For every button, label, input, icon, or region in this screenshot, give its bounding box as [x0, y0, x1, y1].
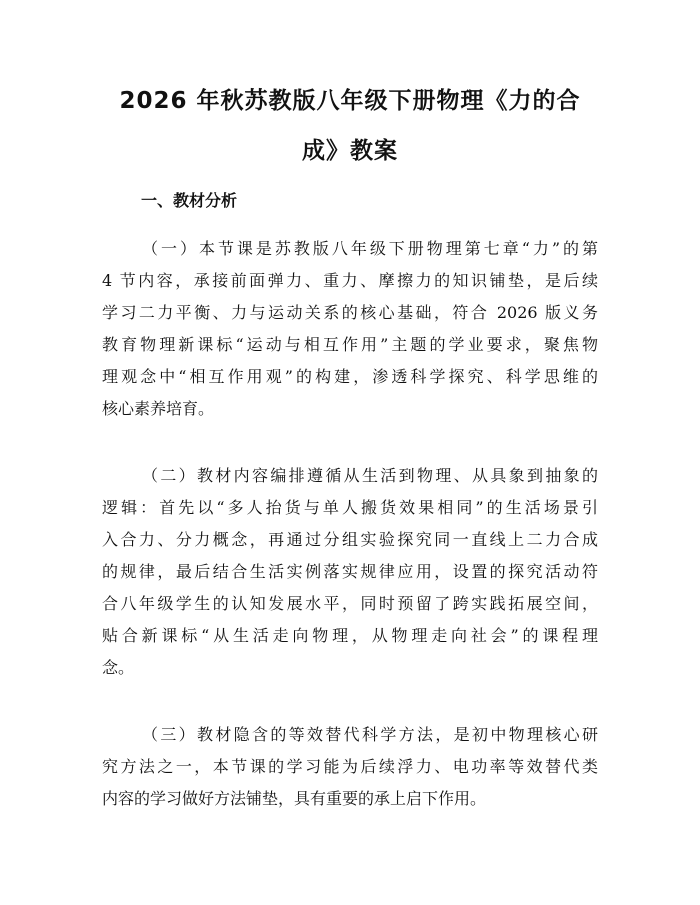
document-title-line-2: 成》教案 [302, 138, 398, 164]
paragraph-line: 4 节内容，承接前面弹力、重力、摩擦力的知识铺垫，是后续 [102, 271, 598, 290]
paragraph-line: 学习二力平衡、力与运动关系的核心基础，符合 2026 版义务 [102, 303, 598, 322]
section-heading: 一、教材分析 [141, 191, 238, 210]
document-title-line-1: 2026 年秋苏教版八年级下册物理《力的合 [119, 88, 581, 114]
paragraph-line: 的规律，最后结合生活实例落实规律应用，设置的探究活动符 [102, 562, 598, 581]
paragraph-line: 理观念中“相互作用观”的构建，渗透科学探究、科学思维的 [102, 367, 598, 386]
paragraph-line: 合八年级学生的认知发展水平，同时预留了跨实践拓展空间， [102, 594, 598, 613]
paragraph-line: 逻辑：首先以“多人抬货与单人搬货效果相同”的生活场景引 [102, 498, 598, 517]
paragraph-line: 究方法之一，本节课的学习能为后续浮力、电功率等效替代类 [102, 757, 598, 776]
paragraph-1 [102, 233, 598, 425]
paragraph-line: （三）教材隐含的等效替代科学方法，是初中物理核心研 [142, 725, 598, 744]
paragraph-line: （二）教材内容编排遵循从生活到物理、从具象到抽象的 [142, 466, 598, 485]
paragraph-line: 贴合新课标“从生活走向物理，从物理走向社会”的课程理 [102, 626, 598, 645]
paragraph-line: 核心素养培育。 [102, 399, 215, 418]
paragraph-line: 教育物理新课标“运动与相互作用”主题的学业要求，聚焦物 [102, 335, 598, 354]
paragraph-2 [102, 460, 598, 684]
paragraph-3 [102, 719, 598, 815]
paragraph-line: 入合力、分力概念，再通过分组实验探究同一直线上二力合成 [102, 530, 598, 549]
paragraph-line: 念。 [102, 658, 135, 677]
paragraph-line: （一）本节课是苏教版八年级下册物理第七章“力”的第 [142, 239, 598, 258]
paragraph-line: 内容的学习做好方法铺垫，具有重要的承上启下作用。 [102, 789, 487, 808]
